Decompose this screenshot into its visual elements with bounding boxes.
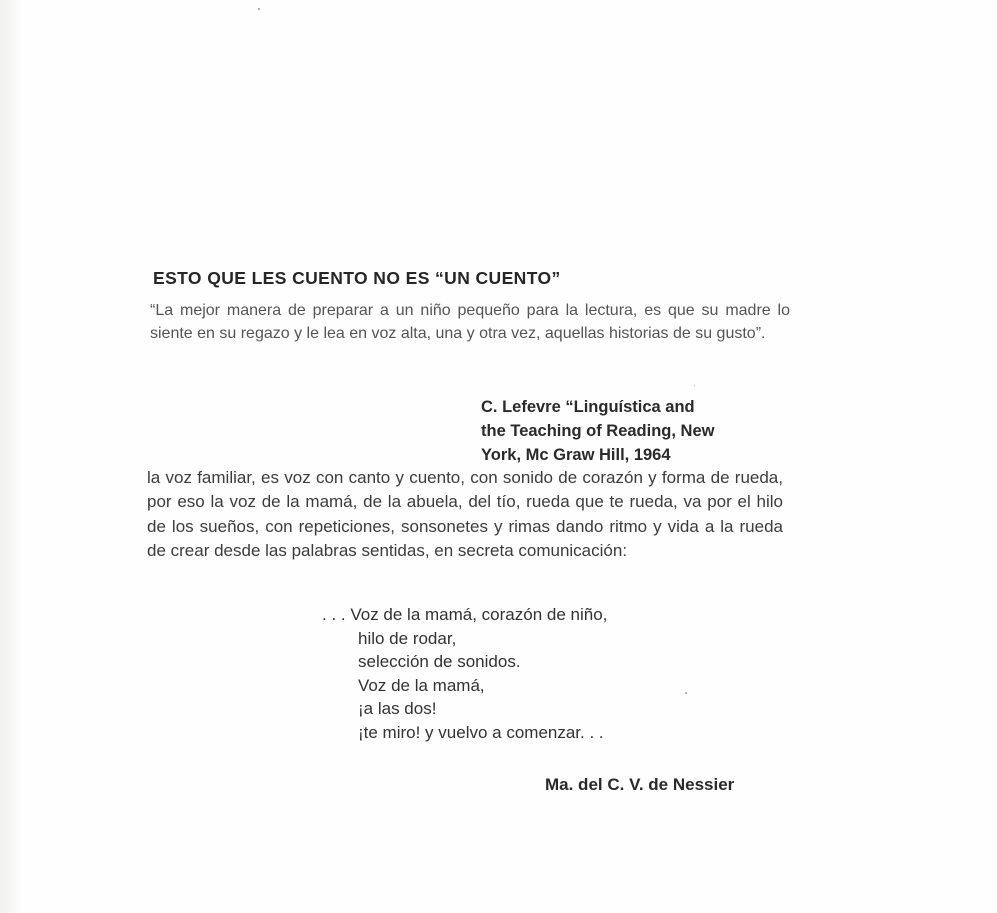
author-signature: Ma. del C. V. de Nessier	[545, 775, 735, 794]
poem-line: ¡te miro! y vuelvo a comenzar. . .	[358, 722, 604, 742]
poem-line: Voz de la mamá,	[358, 675, 485, 695]
document-title: ESTO QUE LES CUENTO NO ES “UN CUENTO”	[153, 268, 561, 288]
citation-block	[481, 395, 791, 467]
citation-line: the Teaching of Reading, New	[481, 422, 715, 440]
paper-speck	[685, 692, 687, 694]
body-paragraph: la voz familiar, es voz con canto y cuento, con sonido de corazón y forma de rueda, por eso la voz de la mamá, de la abuela, del tío, rueda que te rueda, va por el hilo de los sueños, con repeticiones, sonsonetes y rimas dando ritmo y vida a la rueda de crear desde las palabras sentidas, en secreta comunicación:	[147, 468, 783, 561]
citation-line: C. Lefevre “Linguística and	[481, 398, 695, 416]
paper-speck	[258, 8, 260, 10]
citation-line: York, Mc Graw Hill, 1964	[481, 446, 671, 464]
poem-line: selección de sonidos.	[358, 652, 521, 672]
paper-speck	[694, 385, 695, 386]
page-edge-shadow	[0, 0, 22, 913]
opening-quote: “La mejor manera de preparar a un niño pequeño para la lectura, es que su madre lo siente en su regazo y le lea en voz alta, una y otra vez, aquellas historias de su gusto”.	[150, 302, 790, 342]
poem-line: . . . Voz de la mamá, corazón de niño,	[322, 605, 608, 624]
poem-line: hilo de rodar,	[358, 628, 457, 648]
poem-block	[322, 603, 722, 745]
poem-line: ¡a las dos!	[358, 699, 437, 719]
